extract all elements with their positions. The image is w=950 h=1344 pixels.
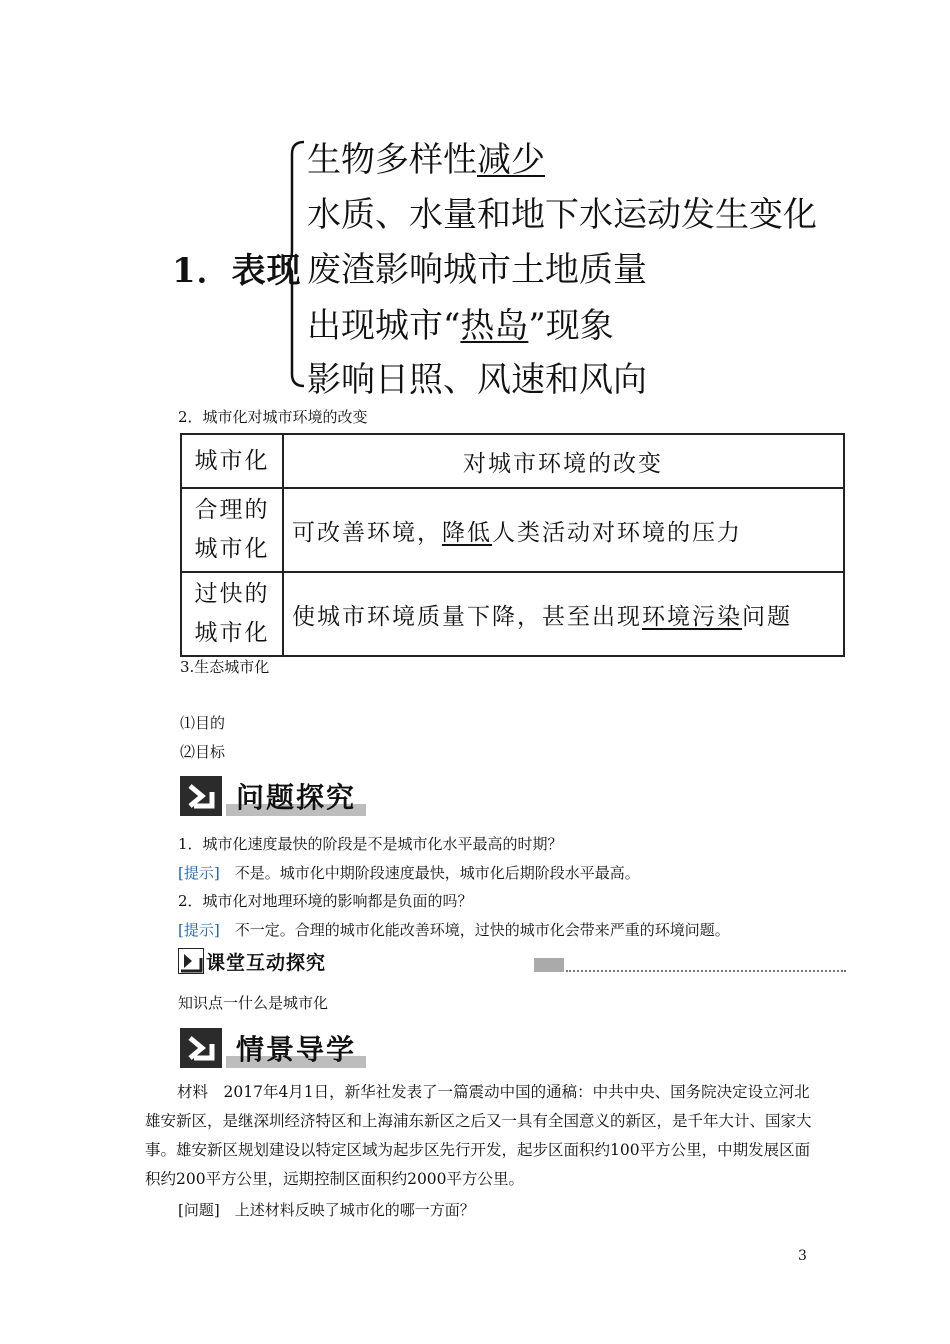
section3-heading: 3.生态城市化 [180, 658, 270, 676]
section1-label: 1．表现 [172, 251, 302, 291]
banner-rule [566, 970, 846, 972]
table-cell: 合理的 城市化 [181, 488, 283, 572]
material-paragraph: 材料 2017年4月1日，新华社发表了一篇震动中国的通稿：中共中央、国务院决定设立河北雄安新区，是继深圳经济特区和上海浦东新区之后又一具有全国意义的新区，是千年大计、国家大事。雄安新区规划建设以特定区域为起步区先行开发，起步区面积约100平方公里，中期发展区面积约200平方公里，远期控制区面积约2000平方公里。 [145, 1083, 812, 1188]
table-header-cell: 城市化 [181, 434, 283, 488]
effect-item-heat-island: 出现城市“热岛”现象 [307, 306, 614, 346]
material-question: [问题] 上述材料反映了城市化的哪一方面？ [178, 1201, 475, 1219]
arrow-icon [178, 948, 204, 974]
table-row [181, 488, 844, 572]
effect-item-waste: 废渣影响城市土地质量 [307, 250, 647, 290]
answer-1: [提示] 不是。城市化中期阶段速度最快，城市化后期阶段水平最高。 [178, 864, 640, 882]
table-header-cell: 对城市环境的改变 [283, 434, 844, 488]
qingjing-banner [180, 1028, 366, 1068]
table-row [181, 572, 844, 656]
table-cell: 使城市环境质量下降，甚至出现环境污染问题 [283, 572, 844, 656]
effect-item-biodiversity: 生物多样性减少 [307, 140, 545, 180]
table-header-row [181, 434, 844, 488]
arrow-icon [180, 776, 222, 816]
question-2: 2．城市化对地理环境的影响都是负面的吗？ [178, 892, 473, 910]
section3-sub-purpose: ⑴目的 [180, 714, 226, 732]
wenti-title: 问题探究 [226, 776, 366, 816]
knowledge-point-heading: 知识点一什么是城市化 [178, 994, 329, 1012]
question-1: 1．城市化速度最快的阶段是不是城市化水平最高的时期？ [178, 835, 563, 853]
section2-heading: 2．城市化对城市环境的改变 [178, 408, 368, 426]
answer-2: [提示] 不一定。合理的城市化能改善环境，过快的城市化会带来严重的环境问题。 [178, 921, 730, 939]
ketang-title: 课堂互动探究 [206, 952, 327, 974]
qingjing-title: 情景导学 [226, 1028, 366, 1068]
section3-sub-goal: ⑵目标 [180, 743, 226, 761]
urbanization-table [180, 433, 845, 657]
table-cell: 过快的 城市化 [181, 572, 283, 656]
banner-bar [534, 958, 564, 972]
effect-item-water: 水质、水量和地下水运动发生变化 [307, 195, 817, 235]
wenti-banner [180, 776, 366, 816]
arrow-icon [180, 1028, 222, 1068]
page-number: 3 [798, 1248, 807, 1264]
table-cell: 可改善环境，降低人类活动对环境的压力 [283, 488, 844, 572]
effect-item-sunlight-wind: 影响日照、风速和风向 [307, 360, 647, 400]
curly-brace-icon [284, 140, 308, 388]
ketang-banner [178, 946, 846, 976]
